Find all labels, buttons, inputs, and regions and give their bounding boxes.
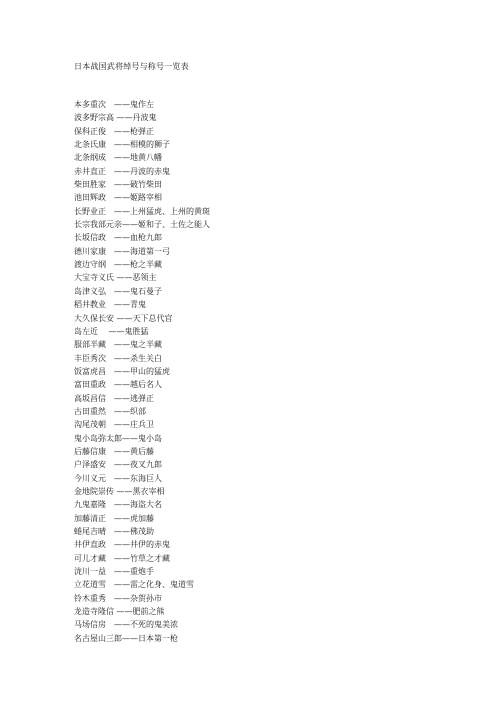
list-item: 本多重次 ——鬼作左: [74, 100, 154, 109]
list-item: 渡边守纲 ——枪之半藏: [74, 260, 162, 270]
list-item: 今川义元 ——东海巨人: [74, 473, 162, 483]
entry-list: [74, 98, 210, 645]
list-item: 后藤信康 ——黄后藤: [74, 446, 154, 456]
list-item: 柴田胜家 ——破竹柴田: [74, 180, 162, 190]
list-item: 立花道雪 ——雷之化身、鬼道雪: [74, 580, 194, 590]
list-item: 北条纲成 ——地黄八幡: [74, 153, 162, 163]
list-item: 马场信房 ——不死的鬼美浓: [74, 620, 178, 630]
list-item: 古田重然 ——织部: [74, 406, 146, 416]
list-item: 长坂信政 ——血枪九郎: [74, 233, 162, 243]
list-item: 饭富虎昌 ——甲山的猛虎: [74, 366, 170, 376]
list-item: 服部半藏 ——鬼之半藏: [74, 340, 162, 350]
list-item: 岛左近 ——鬼胜猛: [74, 326, 149, 336]
list-item: 蜷尾吉晴 ——佛茂助: [74, 527, 154, 536]
list-item: 高坂昌信 ——逃弹正: [74, 393, 154, 403]
list-item: 大宝寺义氏 ——恶领主: [74, 273, 157, 283]
list-item: 岛津义弘 ——鬼石曼子: [74, 286, 162, 296]
document-title: 日本战国武将绰号与称号一览表: [74, 62, 189, 71]
list-item: 井伊直政 ——井伊的赤鬼: [74, 540, 170, 550]
list-item: 名古屋山三郎——日本第一枪: [74, 633, 178, 643]
list-item: 德川家康 ——海道第一弓: [74, 246, 170, 256]
list-item: 大久保长安 ——天下总代官: [74, 313, 173, 323]
list-item: 沟尾茂朝 ——庄兵卫: [74, 420, 154, 430]
list-item: 可儿才藏 ——竹草之才藏: [74, 553, 170, 563]
list-item: 户泽盛安 ——夜叉九郎: [74, 460, 162, 470]
list-item: 泷川一益 ——重炮手: [74, 567, 154, 577]
list-item: 北条氏康 ——相模的狮子: [74, 140, 170, 150]
list-item: 稻井教业 ——青鬼: [74, 300, 146, 310]
list-item: 赤井直正 ——丹波的赤鬼: [74, 166, 170, 176]
list-item: 波多野宗高 ——丹波鬼: [74, 113, 157, 123]
list-item: 铃木重秀 ——杂贺孙市: [74, 593, 162, 603]
list-item: 富田重政 ——越后名人: [74, 380, 162, 390]
list-item: 长宗我部元亲——姬和子、土佐之能人: [74, 220, 210, 230]
list-item: 长野业正 ——上州猛虎、上州的黄斑: [74, 206, 210, 216]
list-item: 九鬼嘉隆 ——海盗大名: [74, 500, 162, 510]
list-item: 丰臣秀次 ——杀生关白: [74, 353, 162, 363]
list-item: 鬼小岛弥太郎——鬼小岛: [74, 433, 162, 443]
list-item: 保科正俊 ——枪弹正: [74, 126, 154, 136]
list-item: 池田辉政 ——姬路宰相: [74, 193, 162, 203]
list-item: 加藤清正 ——虎加藤: [74, 513, 154, 523]
list-item: 金地院崇传 ——黑衣宰相: [74, 486, 165, 496]
list-item: 龙造寺隆信 ——肥前之熊: [74, 607, 165, 617]
